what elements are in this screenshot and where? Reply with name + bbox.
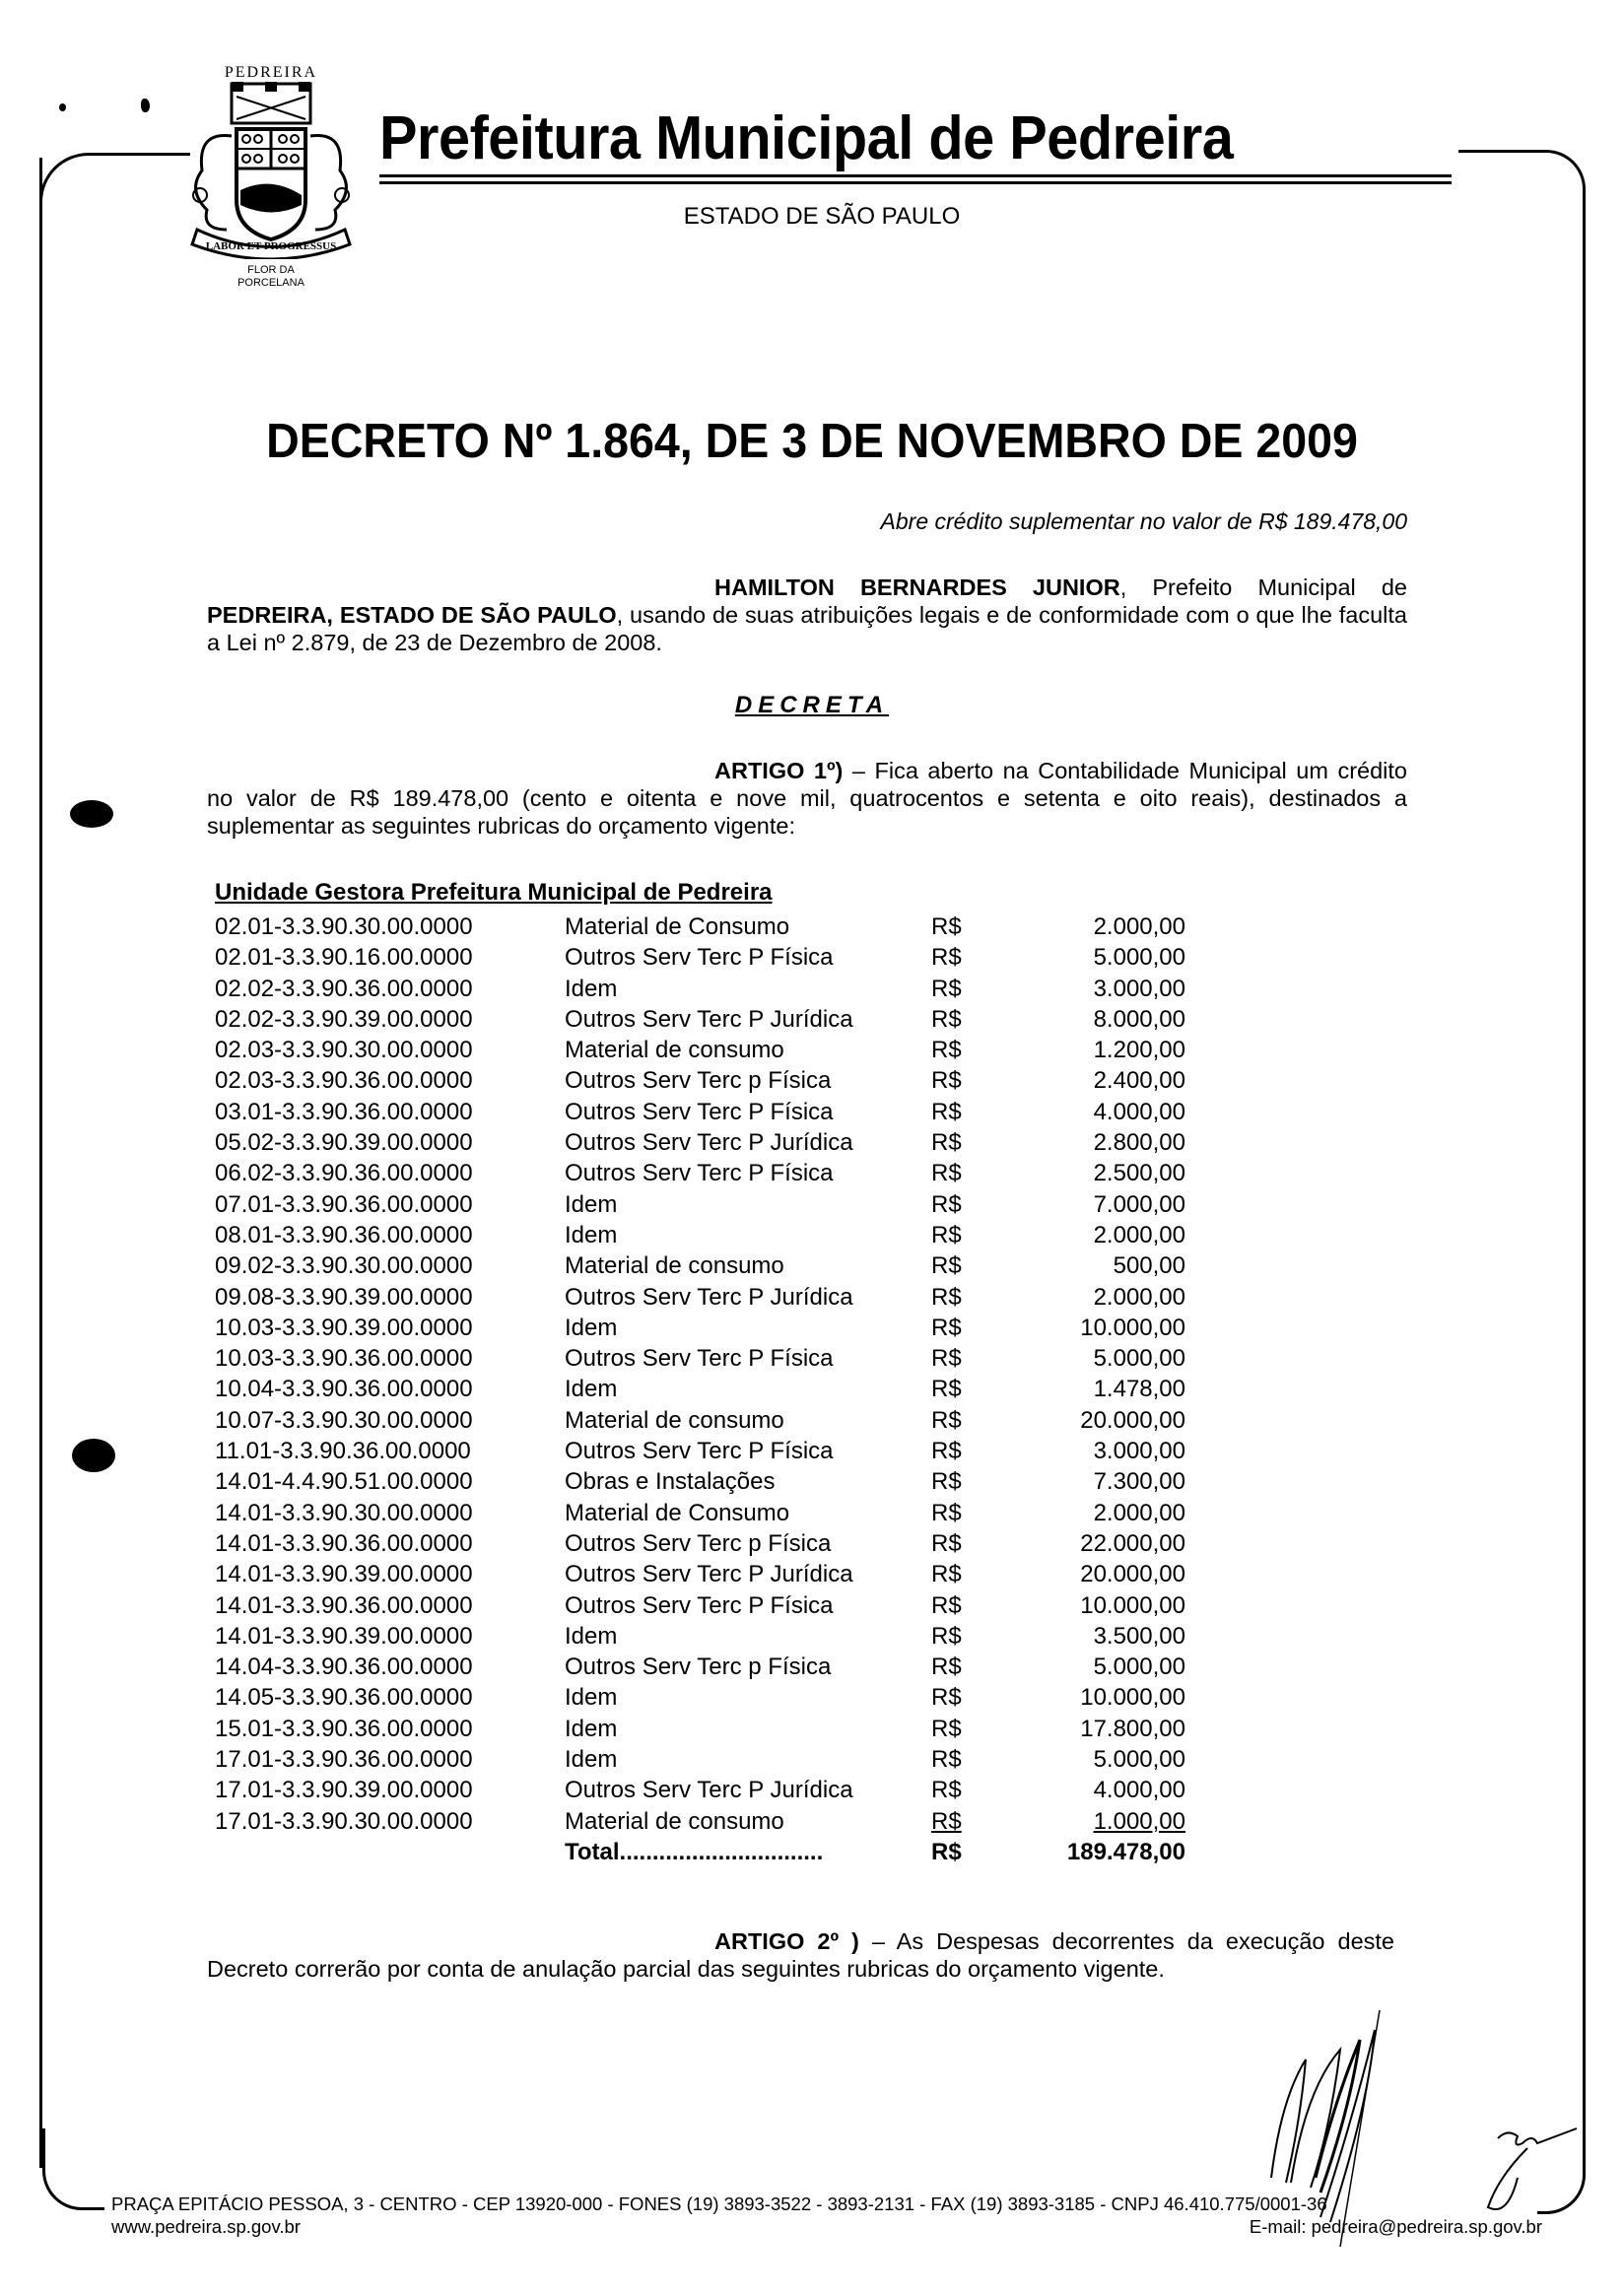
row-description: Outros Serv Terc p Física: [565, 1529, 832, 1557]
table-row: [215, 1282, 1200, 1313]
row-currency: R$: [931, 1746, 962, 1774]
row-value: 1.200,00: [1093, 1037, 1185, 1064]
row-description: Idem: [565, 1376, 618, 1403]
row-value: 5.000,00: [1093, 1746, 1185, 1774]
table-row: [215, 1714, 1200, 1744]
row-description: Outros Serv Terc P Física: [565, 1438, 834, 1465]
total-currency: R$: [931, 1838, 962, 1865]
header-rule: [379, 174, 1452, 177]
footer-website-link[interactable]: www.pedreira.sp.gov.br: [111, 2216, 301, 2237]
row-value: 10.000,00: [1080, 1591, 1185, 1619]
row-currency: R$: [931, 1715, 962, 1742]
row-value: 7.300,00: [1093, 1468, 1185, 1496]
row-description: Outros Serv Terc P Jurídica: [565, 1777, 853, 1804]
row-currency: R$: [931, 1468, 962, 1496]
logo-bottom-line2: PORCELANA: [237, 277, 304, 289]
punch-hole: [70, 800, 113, 828]
row-code: 14.01-3.3.90.36.00.0000: [215, 1529, 473, 1557]
table-row: [215, 1220, 1200, 1250]
row-description: Idem: [565, 1190, 618, 1218]
row-value: 20.000,00: [1080, 1406, 1185, 1434]
row-code: 06.02-3.3.90.36.00.0000: [215, 1160, 473, 1187]
row-description: Idem: [565, 1746, 618, 1774]
row-code: 09.02-3.3.90.30.00.0000: [215, 1252, 473, 1280]
row-code: 02.03-3.3.90.36.00.0000: [215, 1067, 473, 1095]
row-value: 10.000,00: [1080, 1684, 1185, 1712]
table-total-row: [215, 1837, 1200, 1867]
row-description: Idem: [565, 1684, 618, 1712]
row-value: 7.000,00: [1093, 1190, 1185, 1218]
article-1-label: ARTIGO 1º): [714, 758, 844, 783]
row-value: 4.000,00: [1093, 1777, 1185, 1804]
preamble-text: , Prefeito Municipal de: [1119, 574, 1407, 600]
table-row: [215, 1744, 1200, 1775]
row-value: 2.800,00: [1093, 1129, 1185, 1157]
punch-hole: [72, 1439, 115, 1472]
logo-top-text: PEDREIRA: [224, 64, 318, 81]
row-code: 10.03-3.3.90.39.00.0000: [215, 1314, 473, 1341]
table-row: [215, 1775, 1200, 1805]
row-currency: R$: [931, 1438, 962, 1465]
row-currency: R$: [931, 1314, 962, 1341]
row-code: 14.01-3.3.90.36.00.0000: [215, 1591, 473, 1619]
row-currency: R$: [931, 1098, 962, 1125]
article-2: [207, 1927, 1394, 1983]
table-title: Unidade Gestora Prefeitura Municipal de Pedreira: [215, 879, 773, 906]
article-1-text: – Fica aberto na Contabilidade Municipal um crédito no valor de R$ 189.478,00 (cento e oitenta e nove mil, quatrocentos e setenta e oito reais), destinados a suplementar as seguintes rubricas do orçamento vigente:: [207, 758, 1407, 839]
row-code: 07.01-3.3.90.36.00.0000: [215, 1190, 473, 1218]
row-description: Idem: [565, 1622, 618, 1650]
row-currency: R$: [931, 944, 962, 972]
row-description: Material de consumo: [565, 1406, 784, 1434]
row-currency: R$: [931, 1499, 962, 1526]
table-row: [215, 1559, 1200, 1589]
mayor-name: HAMILTON BERNARDES JUNIOR: [714, 574, 1120, 600]
signature-icon: [1212, 1981, 1587, 2257]
svg-text:LABOR ET PROGRESSUS: LABOR ET PROGRESSUS: [205, 240, 337, 252]
row-code: 11.01-3.3.90.36.00.0000: [215, 1438, 471, 1465]
row-code: 17.01-3.3.90.36.00.0000: [215, 1746, 473, 1774]
row-code: 15.01-3.3.90.36.00.0000: [215, 1715, 473, 1742]
row-description: Outros Serv Terc P Jurídica: [565, 1005, 853, 1033]
row-description: Outros Serv Terc P Jurídica: [565, 1129, 853, 1157]
table-row: [215, 1436, 1200, 1466]
total-label: Total...............................: [565, 1838, 824, 1865]
total-value: 189.478,00: [1066, 1838, 1185, 1865]
row-value: 2.000,00: [1093, 913, 1185, 940]
row-description: Material de Consumo: [565, 1499, 790, 1526]
scan-speck: [59, 103, 66, 111]
row-code: 03.01-3.3.90.36.00.0000: [215, 1098, 473, 1125]
table-row: [215, 1682, 1200, 1713]
row-currency: R$: [931, 913, 962, 940]
row-code: 17.01-3.3.90.30.00.0000: [215, 1807, 473, 1835]
row-value: 1.478,00: [1093, 1376, 1185, 1403]
row-code: 02.03-3.3.90.30.00.0000: [215, 1037, 473, 1064]
row-description: Idem: [565, 1221, 618, 1248]
row-description: Idem: [565, 1314, 618, 1341]
row-code: 05.02-3.3.90.39.00.0000: [215, 1129, 473, 1157]
row-description: Outros Serv Terc p Física: [565, 1653, 832, 1681]
table-row: [215, 1528, 1200, 1559]
row-description: Outros Serv Terc P Física: [565, 1591, 834, 1619]
table-row: [215, 974, 1200, 1004]
article-2-label: ARTIGO 2º ): [714, 1928, 859, 1954]
decree-title: DECRETO Nº 1.864, DE 3 DE NOVEMBRO DE 2009: [266, 415, 1358, 468]
table-row: [215, 1374, 1200, 1404]
row-value: 3.500,00: [1093, 1622, 1185, 1650]
table-row: [215, 1127, 1200, 1158]
row-description: Outros Serv Terc P Física: [565, 1098, 834, 1125]
decreta-heading: DECRETA: [734, 692, 890, 718]
row-code: 14.01-3.3.90.39.00.0000: [215, 1622, 473, 1650]
row-value: 2.500,00: [1093, 1160, 1185, 1187]
row-value: 8.000,00: [1093, 1005, 1185, 1033]
row-code: 02.02-3.3.90.39.00.0000: [215, 1005, 473, 1033]
table-row: [215, 1806, 1200, 1837]
row-currency: R$: [931, 1252, 962, 1280]
row-description: Outros Serv Terc P Física: [565, 1160, 834, 1187]
row-currency: R$: [931, 1190, 962, 1218]
table-row: [215, 1621, 1200, 1652]
row-currency: R$: [931, 1037, 962, 1064]
article-1: [207, 757, 1407, 840]
coat-of-arms-icon: [168, 64, 374, 296]
row-value: 2.000,00: [1093, 1221, 1185, 1248]
row-description: Idem: [565, 975, 618, 1002]
row-currency: R$: [931, 1283, 962, 1311]
row-code: 02.01-3.3.90.16.00.0000: [215, 944, 473, 972]
table-row: [215, 911, 1200, 942]
preamble-place: PEDREIRA, ESTADO DE SÃO PAULO: [207, 602, 617, 628]
table-row: [215, 1466, 1200, 1497]
row-currency: R$: [931, 1807, 962, 1835]
row-description: Outros Serv Terc P Física: [565, 1345, 834, 1373]
footer-email-link[interactable]: E-mail: pedreira@pedreira.sp.gov.br: [1249, 2216, 1542, 2237]
table-row: [215, 1343, 1200, 1374]
row-currency: R$: [931, 1653, 962, 1681]
row-currency: R$: [931, 1777, 962, 1804]
row-value: 17.800,00: [1080, 1715, 1185, 1742]
row-currency: R$: [931, 1221, 962, 1248]
row-code: 08.01-3.3.90.36.00.0000: [215, 1221, 473, 1248]
table-row: [215, 1313, 1200, 1343]
row-code: 17.01-3.3.90.39.00.0000: [215, 1777, 473, 1804]
row-value: 3.000,00: [1093, 1438, 1185, 1465]
row-description: Obras e Instalações: [565, 1468, 776, 1496]
row-code: 14.01-3.3.90.39.00.0000: [215, 1561, 473, 1588]
preamble-paragraph: [207, 574, 1407, 656]
row-value: 1.000,00: [1093, 1807, 1185, 1835]
table-row: [215, 1590, 1200, 1621]
row-currency: R$: [931, 1067, 962, 1095]
row-code: 14.04-3.3.90.36.00.0000: [215, 1653, 473, 1681]
table-row: [215, 1652, 1200, 1682]
row-code: 02.02-3.3.90.36.00.0000: [215, 975, 473, 1002]
row-value: 4.000,00: [1093, 1098, 1185, 1125]
row-value: 5.000,00: [1093, 1653, 1185, 1681]
table-row: [215, 942, 1200, 973]
row-currency: R$: [931, 1129, 962, 1157]
decree-ementa: Abre crédito suplementar no valor de R$ 189.478,00: [880, 508, 1407, 534]
row-code: 10.07-3.3.90.30.00.0000: [215, 1406, 473, 1434]
row-currency: R$: [931, 1376, 962, 1403]
row-value: 10.000,00: [1080, 1314, 1185, 1341]
header-title: Prefeitura Municipal de Pedreira: [379, 104, 1234, 172]
table-row: [215, 1158, 1200, 1188]
table-row: [215, 1405, 1200, 1436]
row-description: Idem: [565, 1715, 618, 1742]
row-currency: R$: [931, 1160, 962, 1187]
row-value: 500,00: [1113, 1252, 1185, 1280]
row-currency: R$: [931, 1591, 962, 1619]
row-description: Material de consumo: [565, 1252, 784, 1280]
row-currency: R$: [931, 1345, 962, 1373]
row-value: 20.000,00: [1080, 1561, 1185, 1588]
row-code: 09.08-3.3.90.39.00.0000: [215, 1283, 473, 1311]
logo-bottom-line1: FLOR DA: [247, 264, 295, 276]
preamble-text: , usando de suas atribuições legais e de conformidade com o que lhe faculta a Lei nº 2.879, de 23 de Dezembro de 2008.: [207, 602, 1407, 655]
footer-address: PRAÇA EPITÁCIO PESSOA, 3 - CENTRO - CEP 13920-000 - FONES (19) 3893-3522 - 3893-2131 - FAX (19) 3893-3185 - CNPJ 46.410.775/0001-36: [111, 2193, 1327, 2214]
header-rule: [379, 181, 1452, 184]
row-currency: R$: [931, 1529, 962, 1557]
article-2-text: – As Despesas decorrentes da execução deste Decreto correrão por conta de anulação parcial das seguintes rubricas do orçamento vigente.: [207, 1928, 1394, 1982]
row-description: Outros Serv Terc P Jurídica: [565, 1561, 853, 1588]
row-currency: R$: [931, 975, 962, 1002]
page-frame-bottom-left: [42, 2128, 104, 2210]
table-row: [215, 1004, 1200, 1035]
scan-speck: [141, 99, 150, 112]
header-subtitle: ESTADO DE SÃO PAULO: [683, 203, 961, 230]
table-row: [215, 1097, 1200, 1127]
row-value: 2.000,00: [1093, 1283, 1185, 1311]
table-row: [215, 1035, 1200, 1065]
table-row: [215, 1189, 1200, 1220]
row-value: 3.000,00: [1093, 975, 1185, 1002]
row-value: 2.400,00: [1093, 1067, 1185, 1095]
row-currency: R$: [931, 1622, 962, 1650]
row-code: 02.01-3.3.90.30.00.0000: [215, 913, 473, 940]
table-row: [215, 1498, 1200, 1528]
coat-of-arms-graphic: [168, 82, 374, 259]
row-code: 14.01-4.4.90.51.00.0000: [215, 1468, 473, 1496]
row-value: 5.000,00: [1093, 944, 1185, 972]
row-code: 10.03-3.3.90.36.00.0000: [215, 1345, 473, 1373]
row-currency: R$: [931, 1561, 962, 1588]
row-code: 14.01-3.3.90.30.00.0000: [215, 1499, 473, 1526]
page-frame-right: [1583, 197, 1586, 2158]
row-description: Outros Serv Terc P Jurídica: [565, 1283, 853, 1311]
row-description: Outros Serv Terc P Física: [565, 944, 834, 972]
table-row: [215, 1250, 1200, 1281]
row-value: 22.000,00: [1080, 1529, 1185, 1557]
budget-table: [215, 911, 1200, 1867]
row-currency: R$: [931, 1684, 962, 1712]
row-value: 5.000,00: [1093, 1345, 1185, 1373]
row-value: 2.000,00: [1093, 1499, 1185, 1526]
row-description: Material de consumo: [565, 1807, 784, 1835]
row-description: Material de consumo: [565, 1037, 784, 1064]
row-currency: R$: [931, 1406, 962, 1434]
row-code: 10.04-3.3.90.36.00.0000: [215, 1376, 473, 1403]
row-description: Outros Serv Terc p Física: [565, 1067, 832, 1095]
table-row: [215, 1065, 1200, 1096]
row-currency: R$: [931, 1005, 962, 1033]
row-code: 14.05-3.3.90.36.00.0000: [215, 1684, 473, 1712]
row-description: Material de Consumo: [565, 913, 790, 940]
